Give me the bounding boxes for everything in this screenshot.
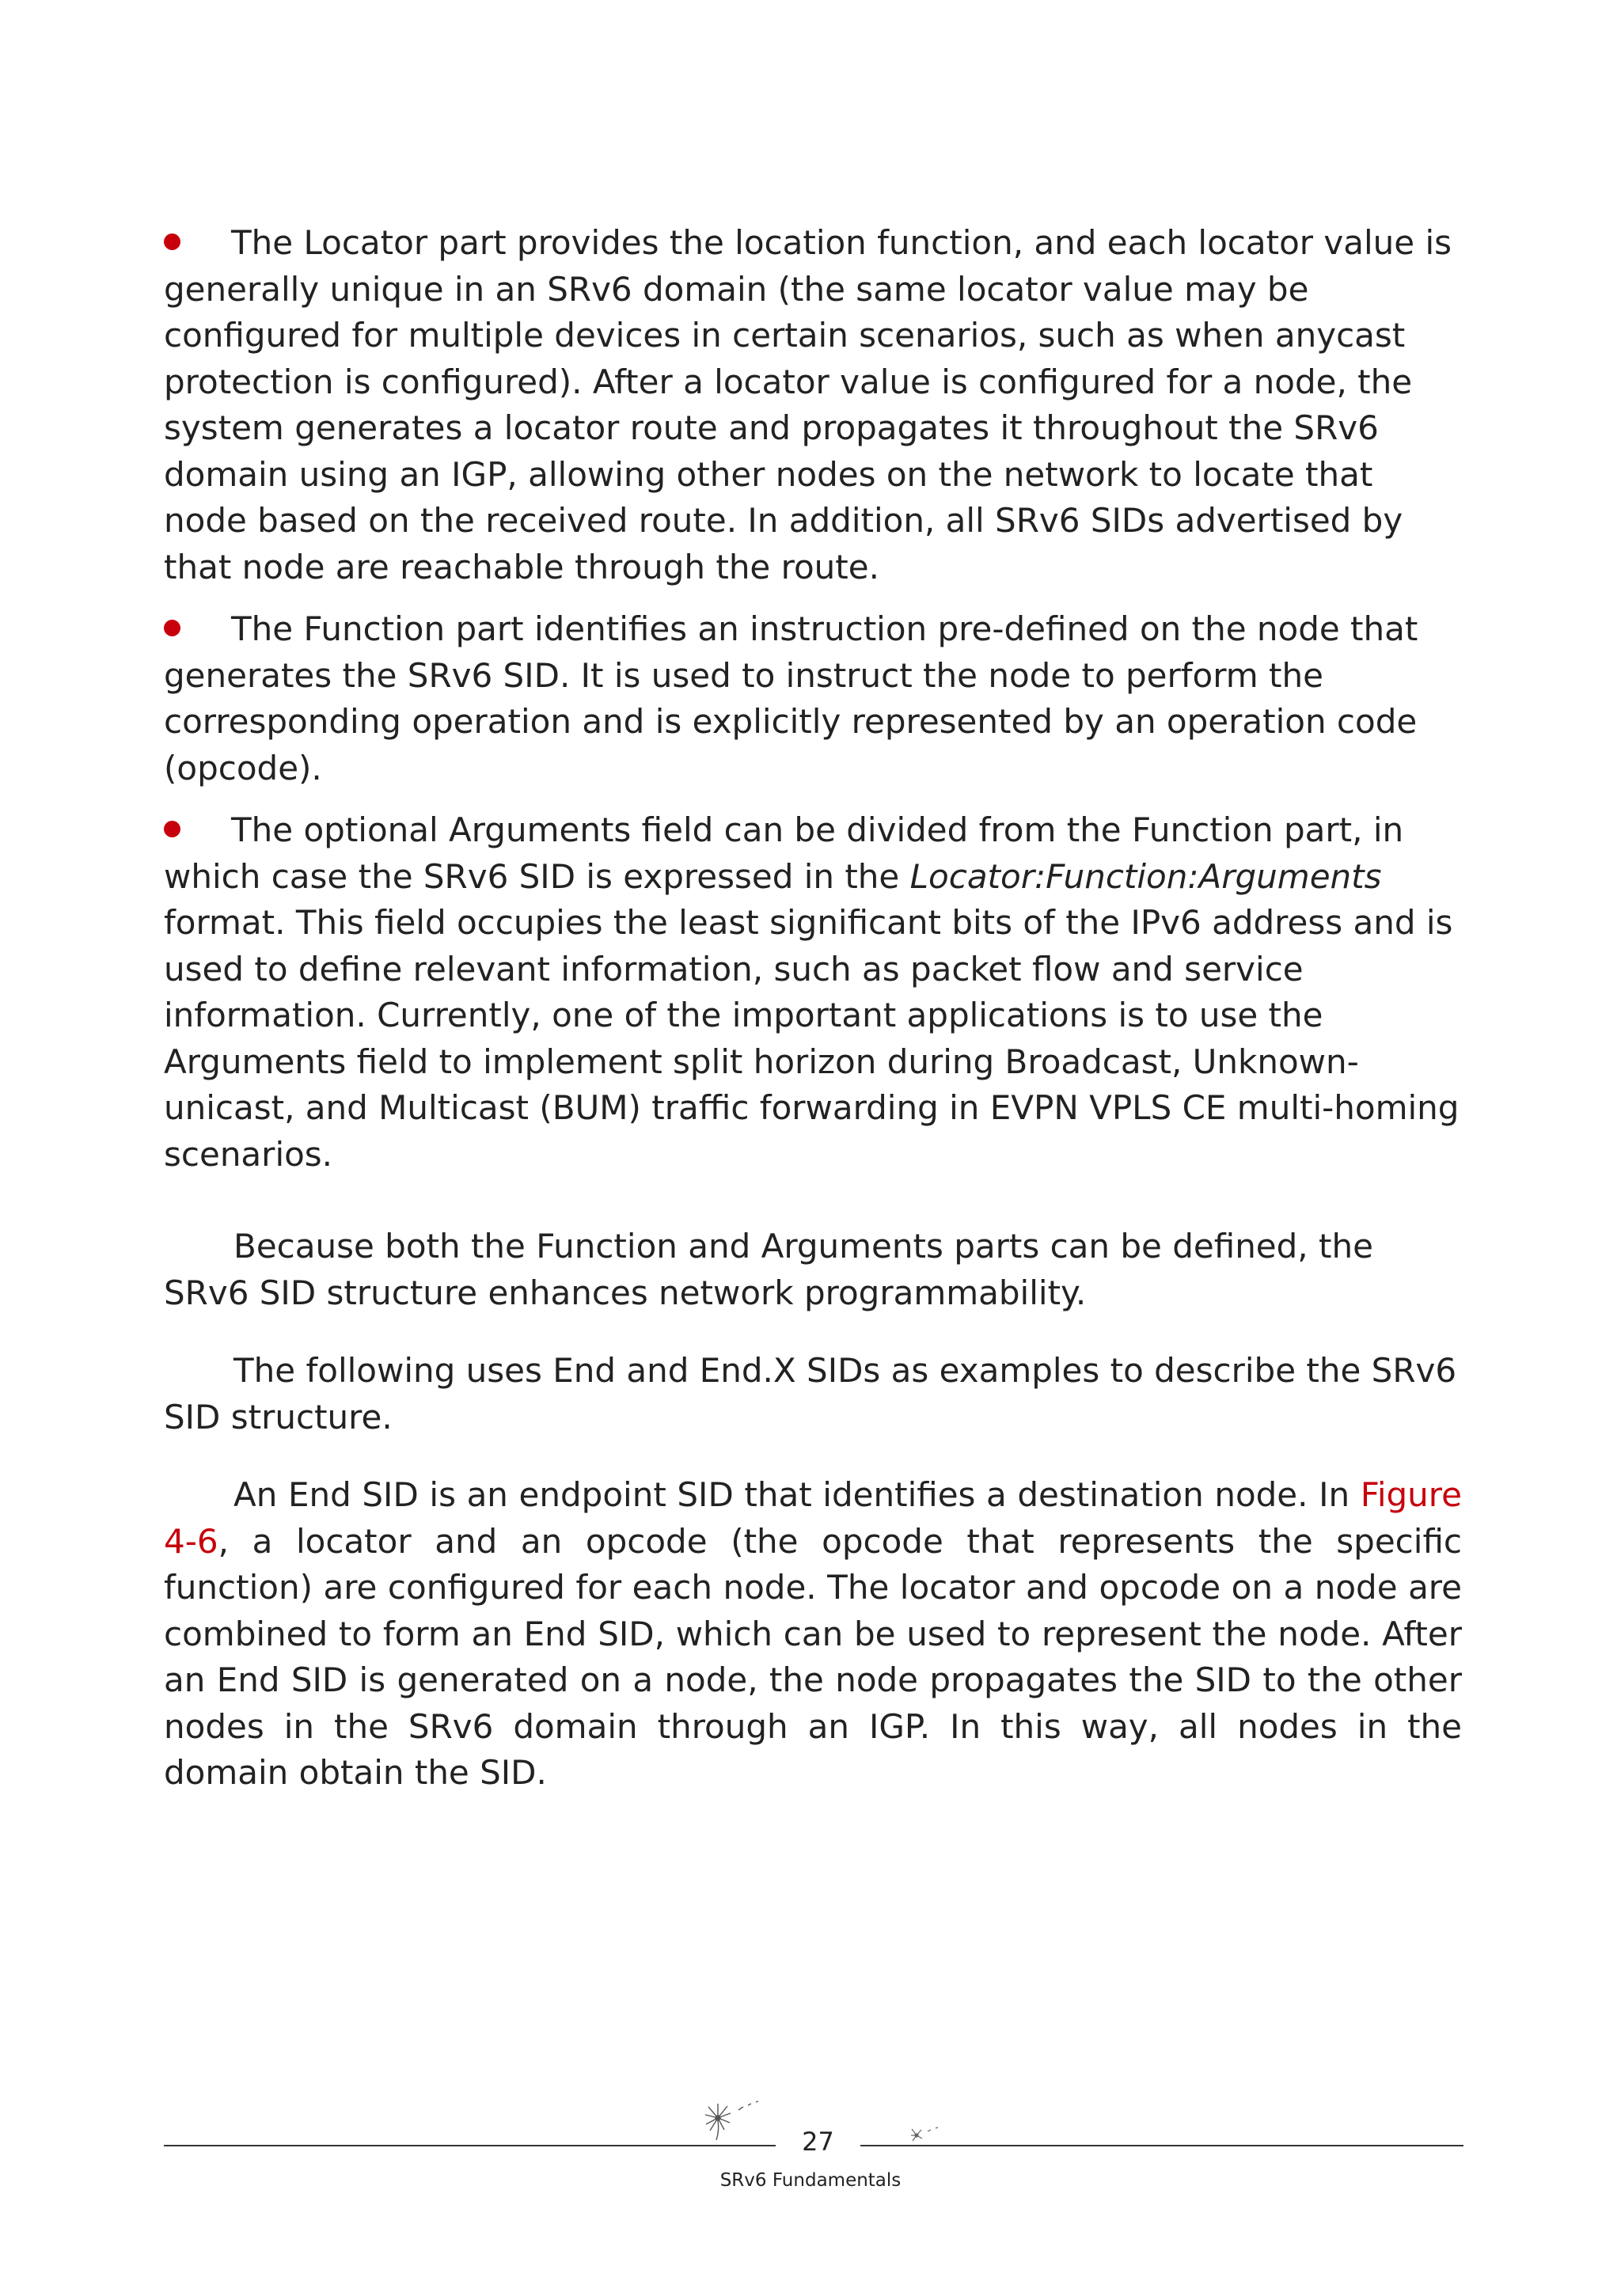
footer-title: SRv6 Fundamentals [719, 2170, 902, 2191]
paragraph-end-sid [164, 1472, 1462, 1797]
paragraph-examples: The following uses End and End.X SIDs as examples to describe the SRv6 SID structure. [164, 1351, 1457, 1436]
bullet-item-function [164, 606, 1462, 791]
red-dot-icon [164, 620, 180, 636]
bullet-item-locator [164, 220, 1462, 590]
emphasis-format: Locator:Function:Arguments [909, 856, 1382, 896]
red-dot-icon [164, 821, 180, 837]
bullet-text: The optional Arguments field can be divided from the Function part, in which case the SRv6 SID is expressed in the [164, 810, 1404, 896]
dandelion-icon [700, 2099, 764, 2142]
red-dot-icon [164, 233, 180, 250]
paragraph-programmability: Because both the Function and Arguments parts can be defined, the SRv6 SID structure enhances network programmability. [164, 1227, 1373, 1312]
paragraph-text: , a locator and an opcode (the opcode that represents the specific function) are configured for each node. The locator and opcode on a node are combined to form an End SID, which can be used to represent the node. After an End SID is generated on a node, the node propagates the SID to the other nodes in the SRv6 domain through an IGP. In this way, all nodes in the domain obtain the SID. [164, 1521, 1462, 1792]
footer-rule-right [860, 2145, 1463, 2146]
bullet-item-arguments [164, 807, 1462, 1178]
page-number: 27 [802, 2127, 834, 2157]
dandelion-seed-icon [909, 2124, 944, 2145]
page-body [164, 220, 1462, 1828]
footer-rule-left [164, 2145, 776, 2146]
paragraph-text: An End SID is an endpoint SID that identifies a destination node. In [233, 1475, 1361, 1514]
bullet-text: The Locator part provides the location function, and each locator value is generally unique in an SRv6 domain (the same locator value may be configured for multiple devices in certain scenarios, such as when anycast protection is configured). After a locator value is configured for a node, the system generates a locator route and propagates it throughout the SRv6 domain using an IGP, allowing other nodes on the network to locate that node based on the received route. In addition, all SRv6 SIDs advertised by that node are reachable through the route. [164, 223, 1452, 586]
bullet-text: format. This field occupies the least significant bits of the IPv6 address and is used to define relevant information, such as packet flow and service information. Currently, one of the important applications is to use the Arguments field to implement split horizon during Broadcast, Unknown-unicast, and Multicast (BUM) traffic forwarding in EVPN VPLS CE multi-homing scenarios. [164, 903, 1460, 1174]
bullet-text: The Function part identifies an instruction pre-defined on the node that generates the SRv6 SID. It is used to instruct the node to perform the corresponding operation and is explicitly represented by an operation code (opcode). [164, 609, 1418, 787]
figure-link[interactable]: Figure 4-6 [164, 1475, 1462, 1561]
